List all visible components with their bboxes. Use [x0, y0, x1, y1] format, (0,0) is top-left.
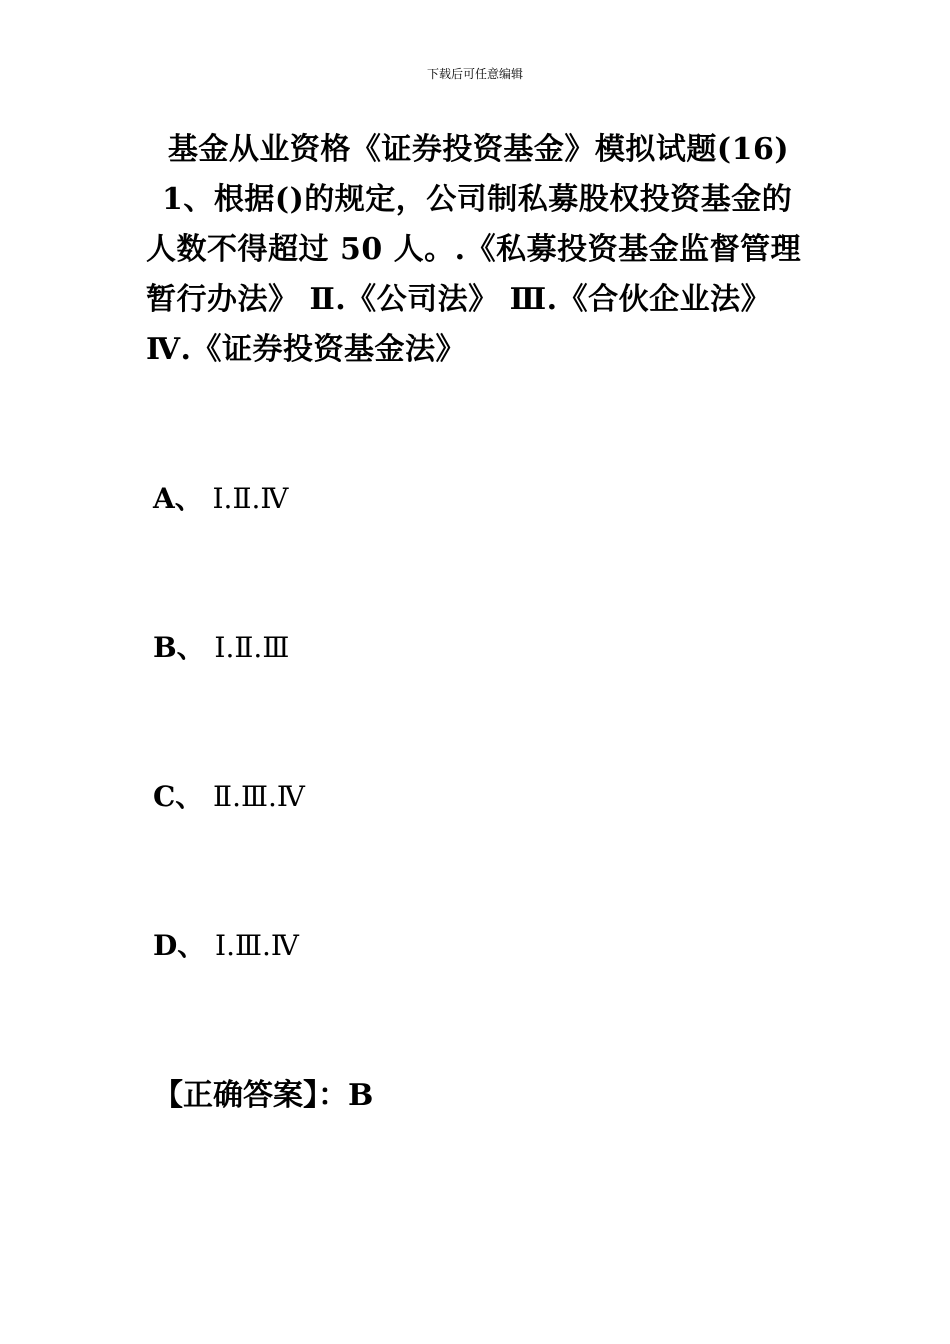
option-letter: C、	[153, 780, 204, 813]
option-a	[153, 481, 288, 517]
option-text: Ⅱ.Ⅲ.Ⅳ	[213, 780, 305, 813]
option-text: Ⅰ.Ⅲ.Ⅳ	[215, 929, 299, 962]
option-d	[153, 928, 299, 964]
option-c	[153, 779, 305, 815]
option-letter: B、	[153, 631, 205, 664]
page-header-note: 下载后可任意编辑	[426, 67, 523, 81]
option-text: Ⅰ.Ⅱ.Ⅲ	[214, 631, 290, 664]
document-body	[146, 128, 811, 375]
question-text: 1、根据()的规定，公司制私募股权投资基金的人数不得超过 50 人。.《私募投资基金监督管理暂行办法》 Ⅱ.《公司法》 Ⅲ.《合伙企业法》 Ⅳ.《证券投资基金法》	[146, 182, 802, 367]
option-b	[153, 630, 289, 666]
correct-answer: 【正确答案】：B	[153, 1078, 374, 1113]
option-letter: A、	[153, 482, 203, 515]
document-title: 基金从业资格《证券投资基金》模拟试题(16)	[167, 132, 790, 167]
option-text: Ⅰ.Ⅱ.Ⅳ	[212, 482, 289, 515]
option-letter: D、	[153, 929, 206, 962]
